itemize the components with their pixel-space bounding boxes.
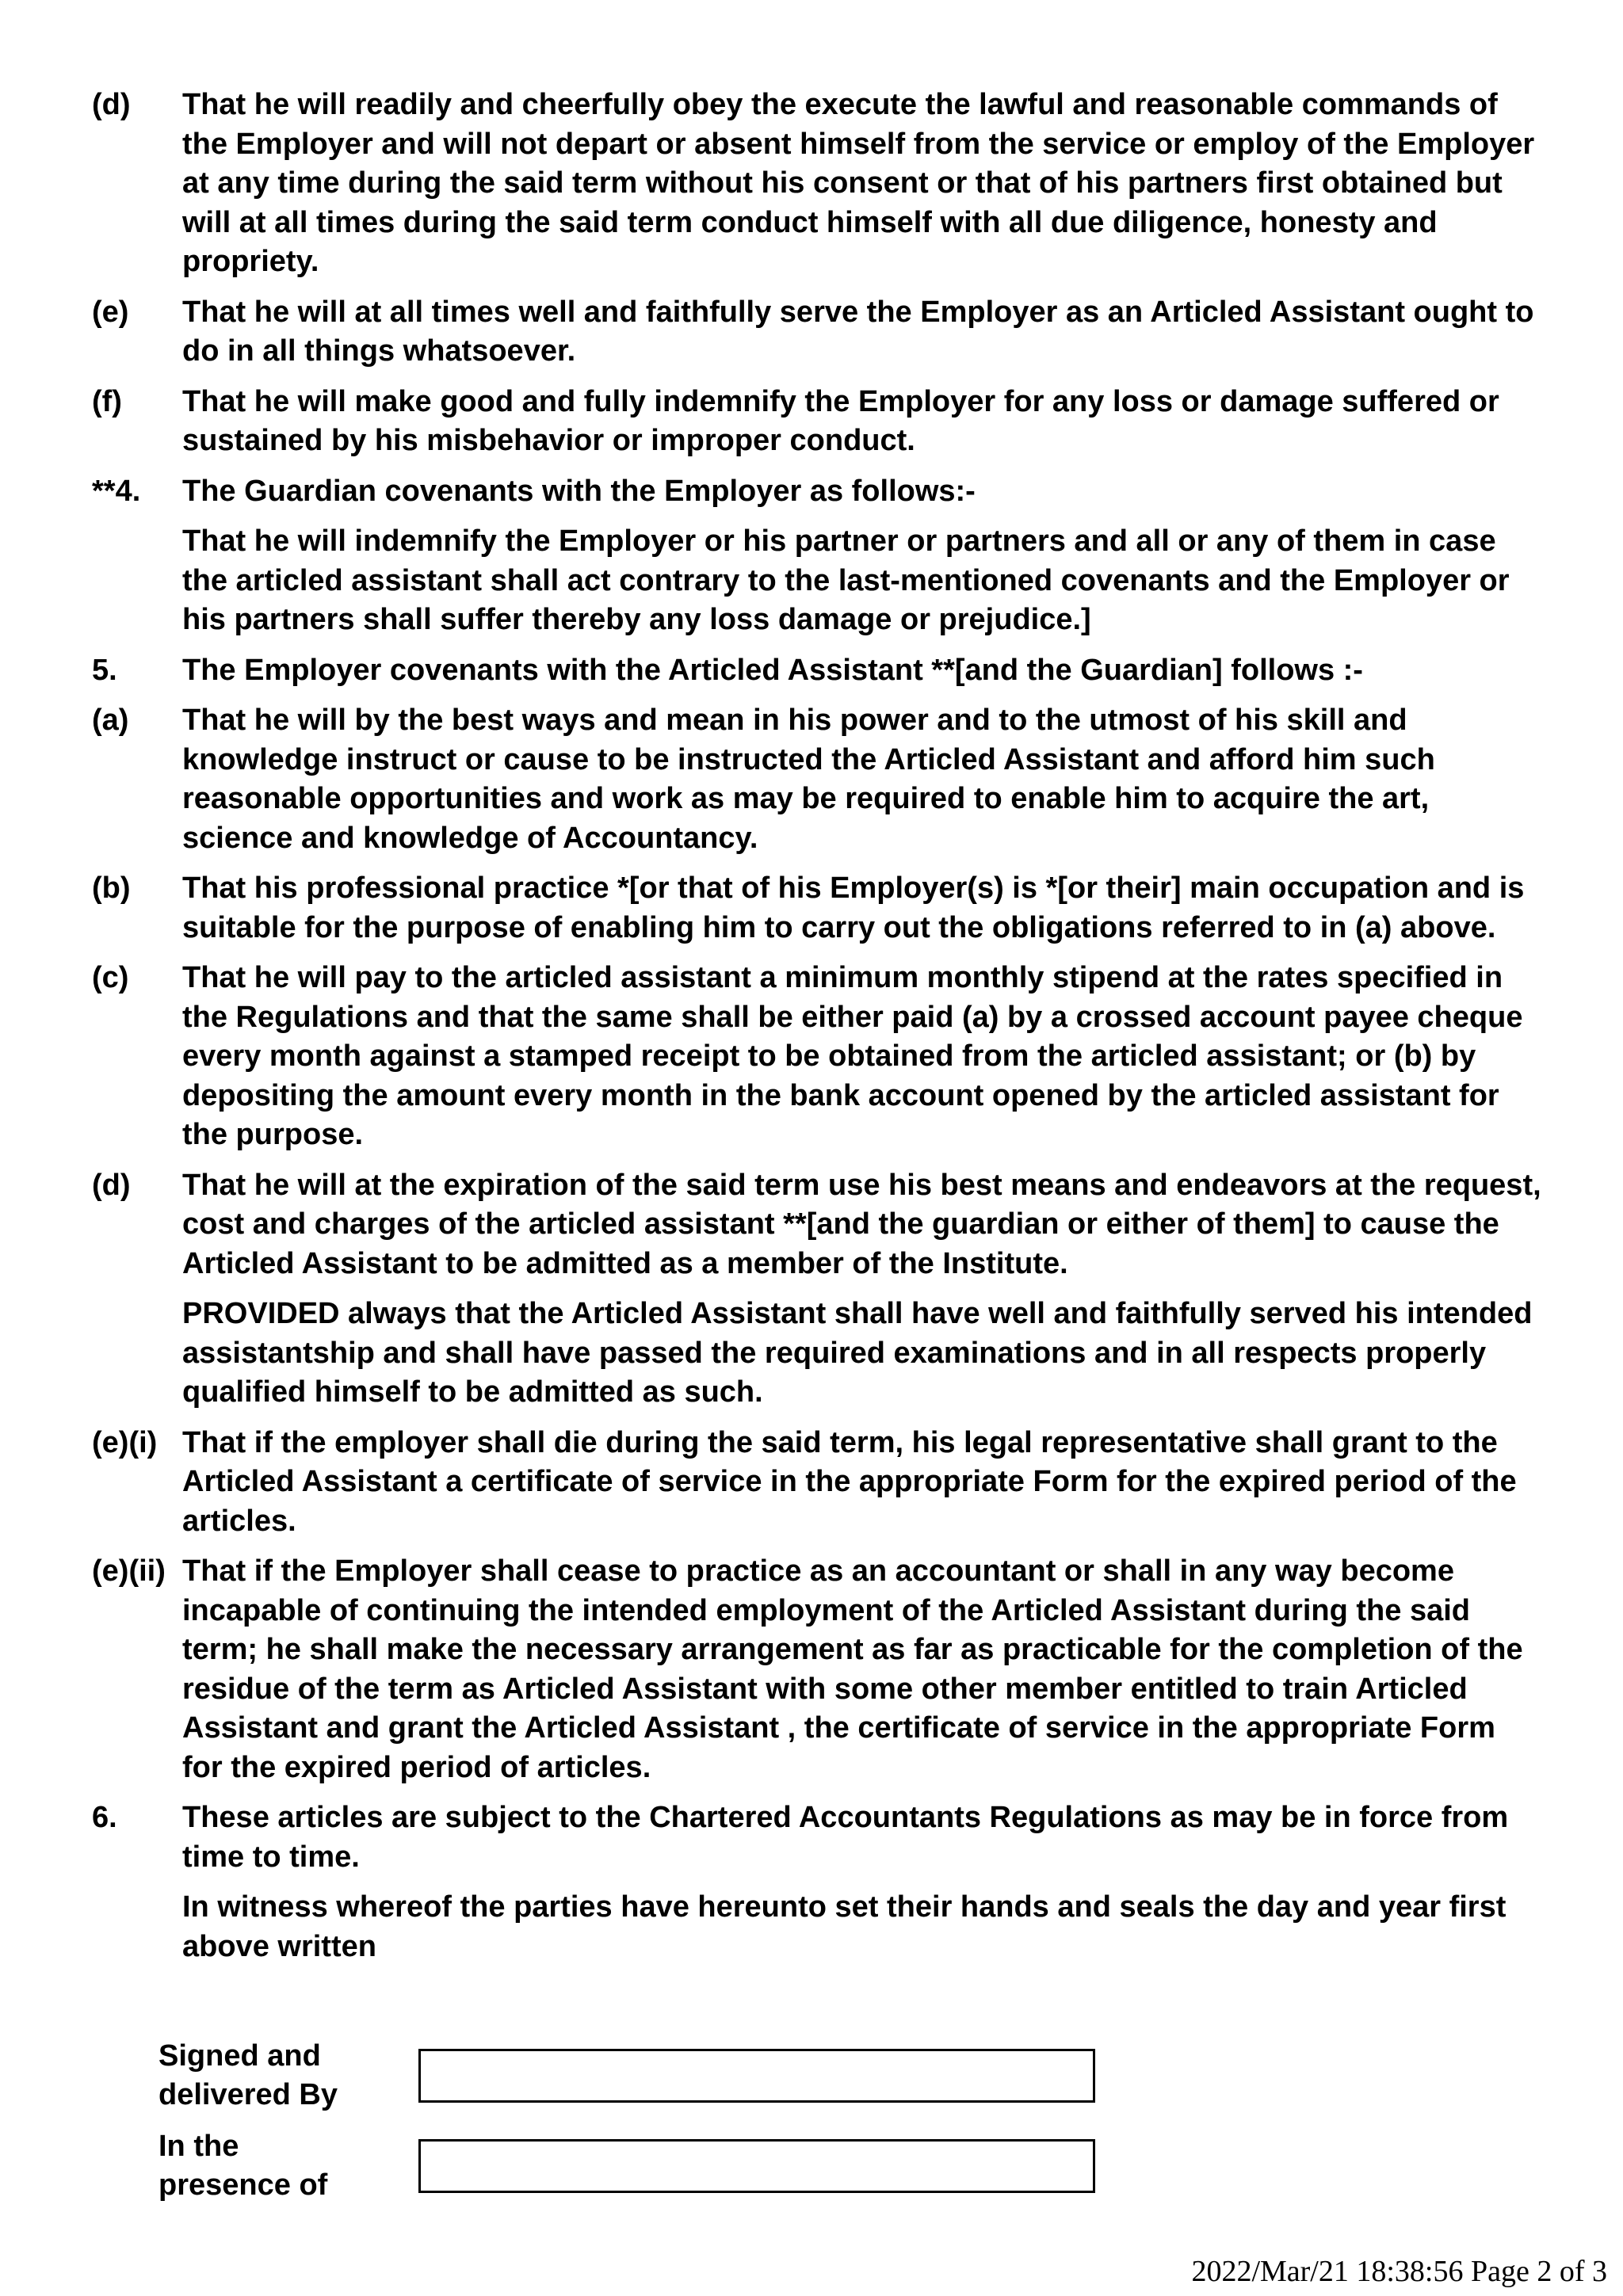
clause-number: (a) (92, 704, 129, 737)
signature-block (158, 2037, 1189, 2218)
clause-number: **4. (92, 474, 141, 508)
clause-number: 6. (92, 1801, 117, 1834)
clause-text: That he will at the expiration of the said term use his best means and endeavors at the request, cost and charges of the articled assistant **[and the guardian or either of them] to cause the Articled Assistant to be admitted as a member of the Institute. (182, 1168, 1541, 1280)
clause-text: PROVIDED always that the Articled Assistant shall have well and faithfully served his intended assistantship and shall have passed the required examinations and in all respects properly qualified himself to be admitted as such. (182, 1297, 1533, 1409)
presence-label (158, 2127, 418, 2205)
clause-e-ii-cease (92, 1552, 1550, 1787)
clause-number: 5. (92, 653, 117, 687)
clause-number (92, 1888, 182, 1966)
clause-e-i-death (92, 1424, 1550, 1542)
clause-number: (f) (92, 384, 122, 418)
presence-row (158, 2127, 1189, 2205)
presence-label-line2: presence of (158, 2168, 328, 2202)
clause-text: That if the Employer shall cease to practice as an accountant or shall in any way become incapable of continuing the intended employment of the Articled Assistant during the said term; he shall make the necessary arrangement as far as practicable for the completion of the residue of the term as Articled Assistant with some other member entitled to train Articled Assistant and grant the Articled Assistant , the certificate of service in the appropriate Form for the expired period of articles. (182, 1554, 1523, 1784)
clause-text: The Guardian covenants with the Employer as follows:- (182, 474, 976, 508)
clause-number (92, 522, 182, 640)
clause-proviso (92, 1295, 1550, 1413)
signed-label-line2: delivered By (158, 2078, 338, 2111)
clause-number: (e)(ii) (92, 1554, 166, 1588)
clause-6-regulations (92, 1798, 1550, 1877)
clause-text: That his professional practice *[or that of his Employer(s) is *[or their] main occupation and is suitable for the purpose of enabling him to carry out the obligations referred to in (a) above. (182, 871, 1525, 944)
signed-delivered-box[interactable] (418, 2049, 1095, 2103)
clause-list (92, 86, 1550, 1978)
clause-5-employer (92, 651, 1550, 691)
clause-text: That he will readily and cheerfully obey the execute the lawful and reasonable commands of the Employer and will not depart or absent himself from the service or employ of the Employer at any time during the said term without his consent or that of his partners first obtained but will at all times during the said term conduct himself with all due diligence, honesty and propriety. (182, 88, 1535, 278)
clause-number: (d) (92, 88, 131, 121)
clause-text: That he will indemnify the Employer or his partner or partners and all or any of them in case the articled assistant shall act contrary to the last-mentioned covenants and the Employer or his partners shall suffer thereby any loss damage or prejudice.] (182, 524, 1510, 636)
clause-number: (b) (92, 871, 131, 905)
clause-d-admission (92, 1166, 1550, 1284)
signed-delivered-row (158, 2037, 1189, 2115)
presence-label-line1: In the (158, 2130, 239, 2163)
clause-witness (92, 1888, 1550, 1966)
clause-text: That if the employer shall die during the said term, his legal representative shall grant to the Articled Assistant a certificate of service in the appropriate Form for the expired period of the articles. (182, 1425, 1517, 1538)
clause-text: The Employer covenants with the Articled Assistant **[and the Guardian] follows :- (182, 653, 1363, 687)
clause-number: (d) (92, 1168, 131, 1202)
clause-d-obey (92, 86, 1550, 282)
clause-number (92, 1295, 182, 1413)
clause-a-instruct (92, 701, 1550, 858)
clause-f-indemnify (92, 383, 1550, 461)
signed-delivered-label (158, 2037, 418, 2115)
clause-number: (c) (92, 961, 129, 994)
clause-4-guardian (92, 472, 1550, 512)
clause-text: That he will by the best ways and mean in his power and to the utmost of his skill and knowledge instruct or cause to be instructed the Articled Assistant and afford him such reasonable opportunities and work as may be required to enable him to acquire the art, science and knowledge of Accountancy. (182, 704, 1435, 855)
clause-e-serve (92, 293, 1550, 372)
clause-text: These articles are subject to the Chartered Accountants Regulations as may be in force from time to time. (182, 1801, 1509, 1874)
clause-text: That he will pay to the articled assistant a minimum monthly stipend at the rates specified in the Regulations and that the same shall be either paid (a) by a crossed account payee cheque every month against a stamped receipt to be obtained from the articled assistant; or (b) by depositing the amount every month in the bank account opened by the articled assistant for the purpose. (182, 961, 1523, 1151)
clause-c-stipend (92, 959, 1550, 1155)
clause-number: (e) (92, 295, 129, 329)
presence-box[interactable] (418, 2139, 1095, 2193)
clause-number: (e)(i) (92, 1425, 158, 1459)
clause-text: That he will make good and fully indemnify the Employer for any loss or damage suffered or sustained by his misbehavior or improper conduct. (182, 384, 1499, 457)
clause-b-practice (92, 869, 1550, 948)
signed-label-line1: Signed and (158, 2039, 321, 2073)
clause-4-guardian-body (92, 522, 1550, 640)
clause-text: In witness whereof the parties have hereunto set their hands and seals the day and year first above written (182, 1890, 1507, 1963)
clause-text: That he will at all times well and faithfully serve the Employer as an Articled Assistant ought to do in all things whatsoever. (182, 295, 1534, 368)
page-footer: 2022/Mar/21 18:38:56 Page 2 of 3 (1191, 2255, 1607, 2288)
